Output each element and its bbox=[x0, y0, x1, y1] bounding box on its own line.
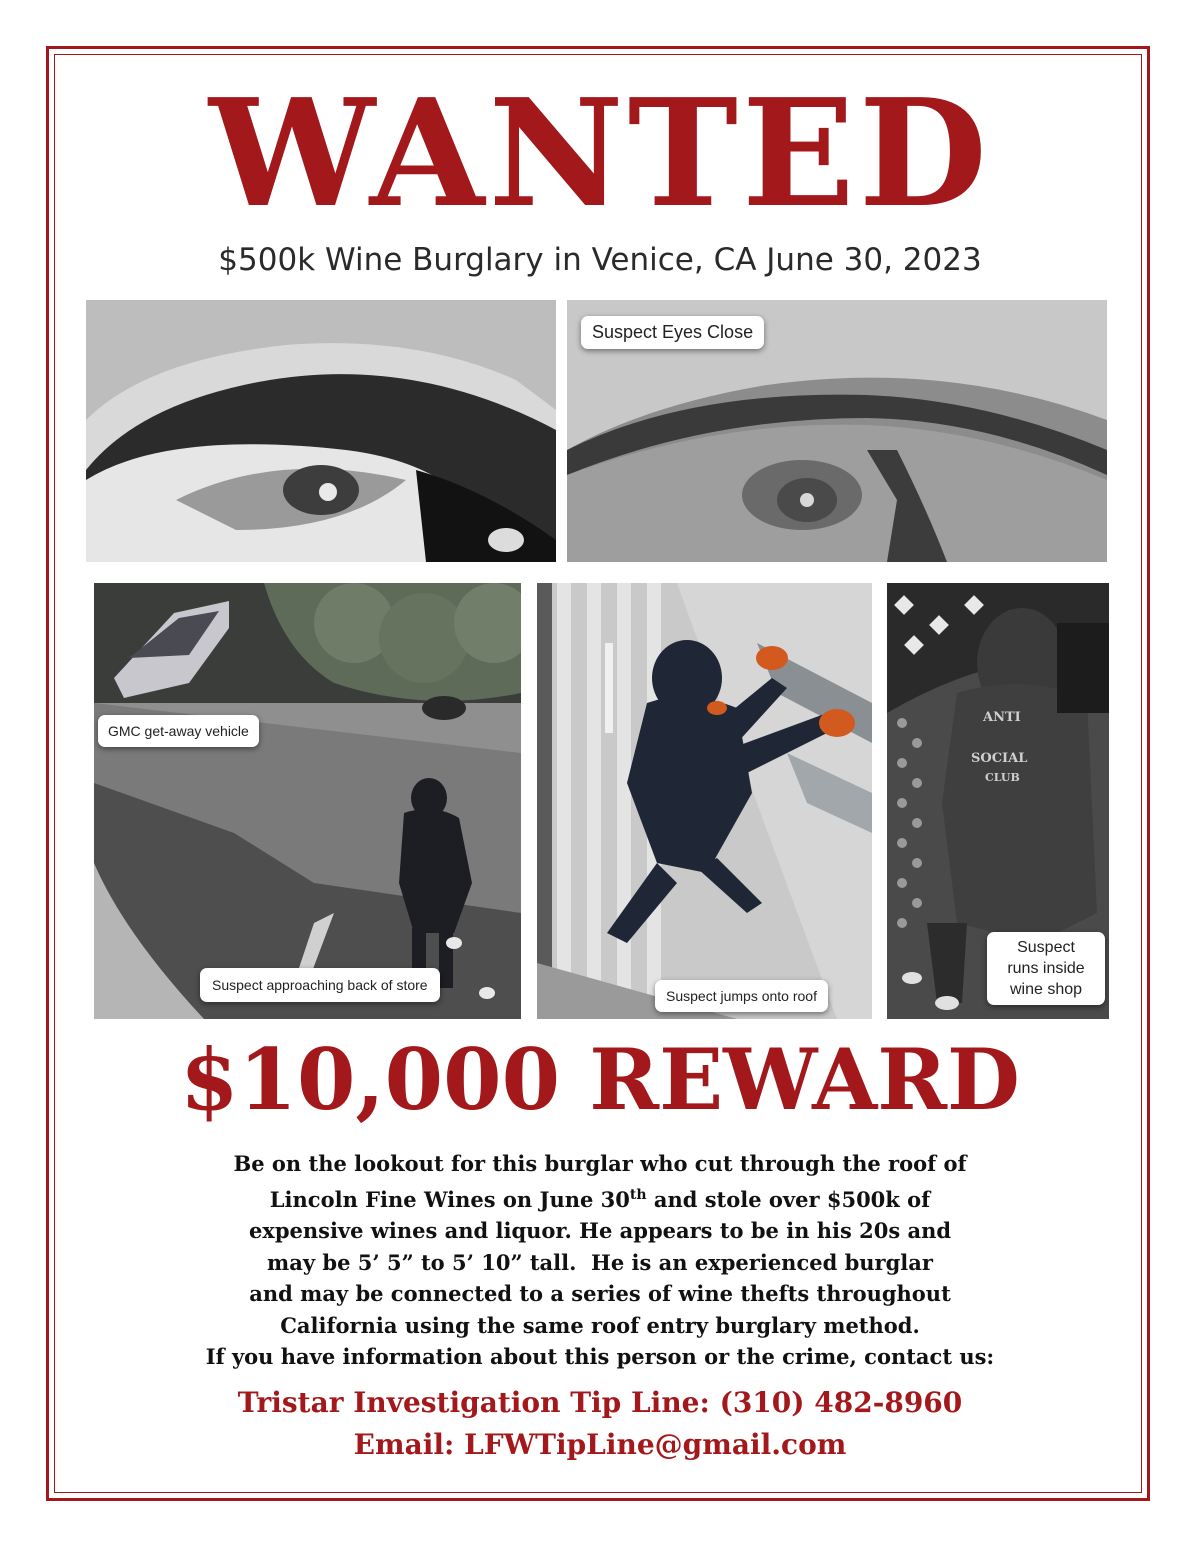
date-suffix: th bbox=[629, 1186, 647, 1203]
eye-photo-left bbox=[86, 300, 556, 562]
tip-line: Tristar Investigation Tip Line: (310) 482-8960 bbox=[237, 1386, 963, 1419]
roof-photo-image bbox=[537, 583, 872, 1019]
description-line-5: and may be connected to a series of wine thefts throughout bbox=[249, 1281, 951, 1306]
vehicle-photo bbox=[94, 583, 521, 1019]
hoodie-text-3: CLUB bbox=[985, 771, 1020, 784]
subtitle: $500k Wine Burglary in Venice, CA June 30, 2023 bbox=[218, 242, 982, 278]
roof-photo bbox=[537, 583, 872, 1019]
hoodie-text-1: ANTI bbox=[983, 710, 1021, 725]
description bbox=[100, 1148, 1100, 1373]
wanted-headline: WANTED bbox=[208, 66, 992, 240]
eye-photo-left-image bbox=[86, 300, 556, 562]
approach-caption: Suspect approaching back of store bbox=[200, 968, 440, 1002]
tip-email: Email: LFWTipLine@gmail.com bbox=[353, 1428, 847, 1461]
eye-photo-right bbox=[567, 300, 1107, 562]
inside-caption bbox=[987, 932, 1105, 1005]
roof-caption: Suspect jumps onto roof bbox=[655, 980, 828, 1012]
inside-caption-line-1: Suspect bbox=[1017, 939, 1075, 956]
inside-caption-line-3: wine shop bbox=[1009, 981, 1083, 998]
description-line-1: Be on the lookout for this burglar who cut through the roof of bbox=[233, 1151, 967, 1176]
eyes-caption: Suspect Eyes Close bbox=[581, 316, 764, 349]
vehicle-caption: GMC get-away vehicle bbox=[98, 715, 259, 747]
hoodie-text-2: SOCIAL bbox=[971, 751, 1028, 766]
description-line-2: Lincoln Fine Wines on June 30th and stole over $500k of bbox=[269, 1186, 931, 1212]
reward-amount: $10,000 REWARD bbox=[180, 1030, 1020, 1129]
description-line-4: may be 5’ 5” to 5’ 10” tall. He is an experienced burglar bbox=[267, 1249, 933, 1275]
inside-photo bbox=[887, 583, 1109, 1019]
inside-caption-line-2: runs inside bbox=[1007, 960, 1085, 977]
vehicle-photo-image bbox=[94, 583, 521, 1019]
description-line-7: If you have information about this person or the crime, contact us: bbox=[205, 1344, 995, 1369]
description-line-6: California using the same roof entry burglary method. bbox=[280, 1312, 920, 1338]
description-line-3: expensive wines and liquor. He appears to be in his 20s and bbox=[248, 1218, 952, 1243]
